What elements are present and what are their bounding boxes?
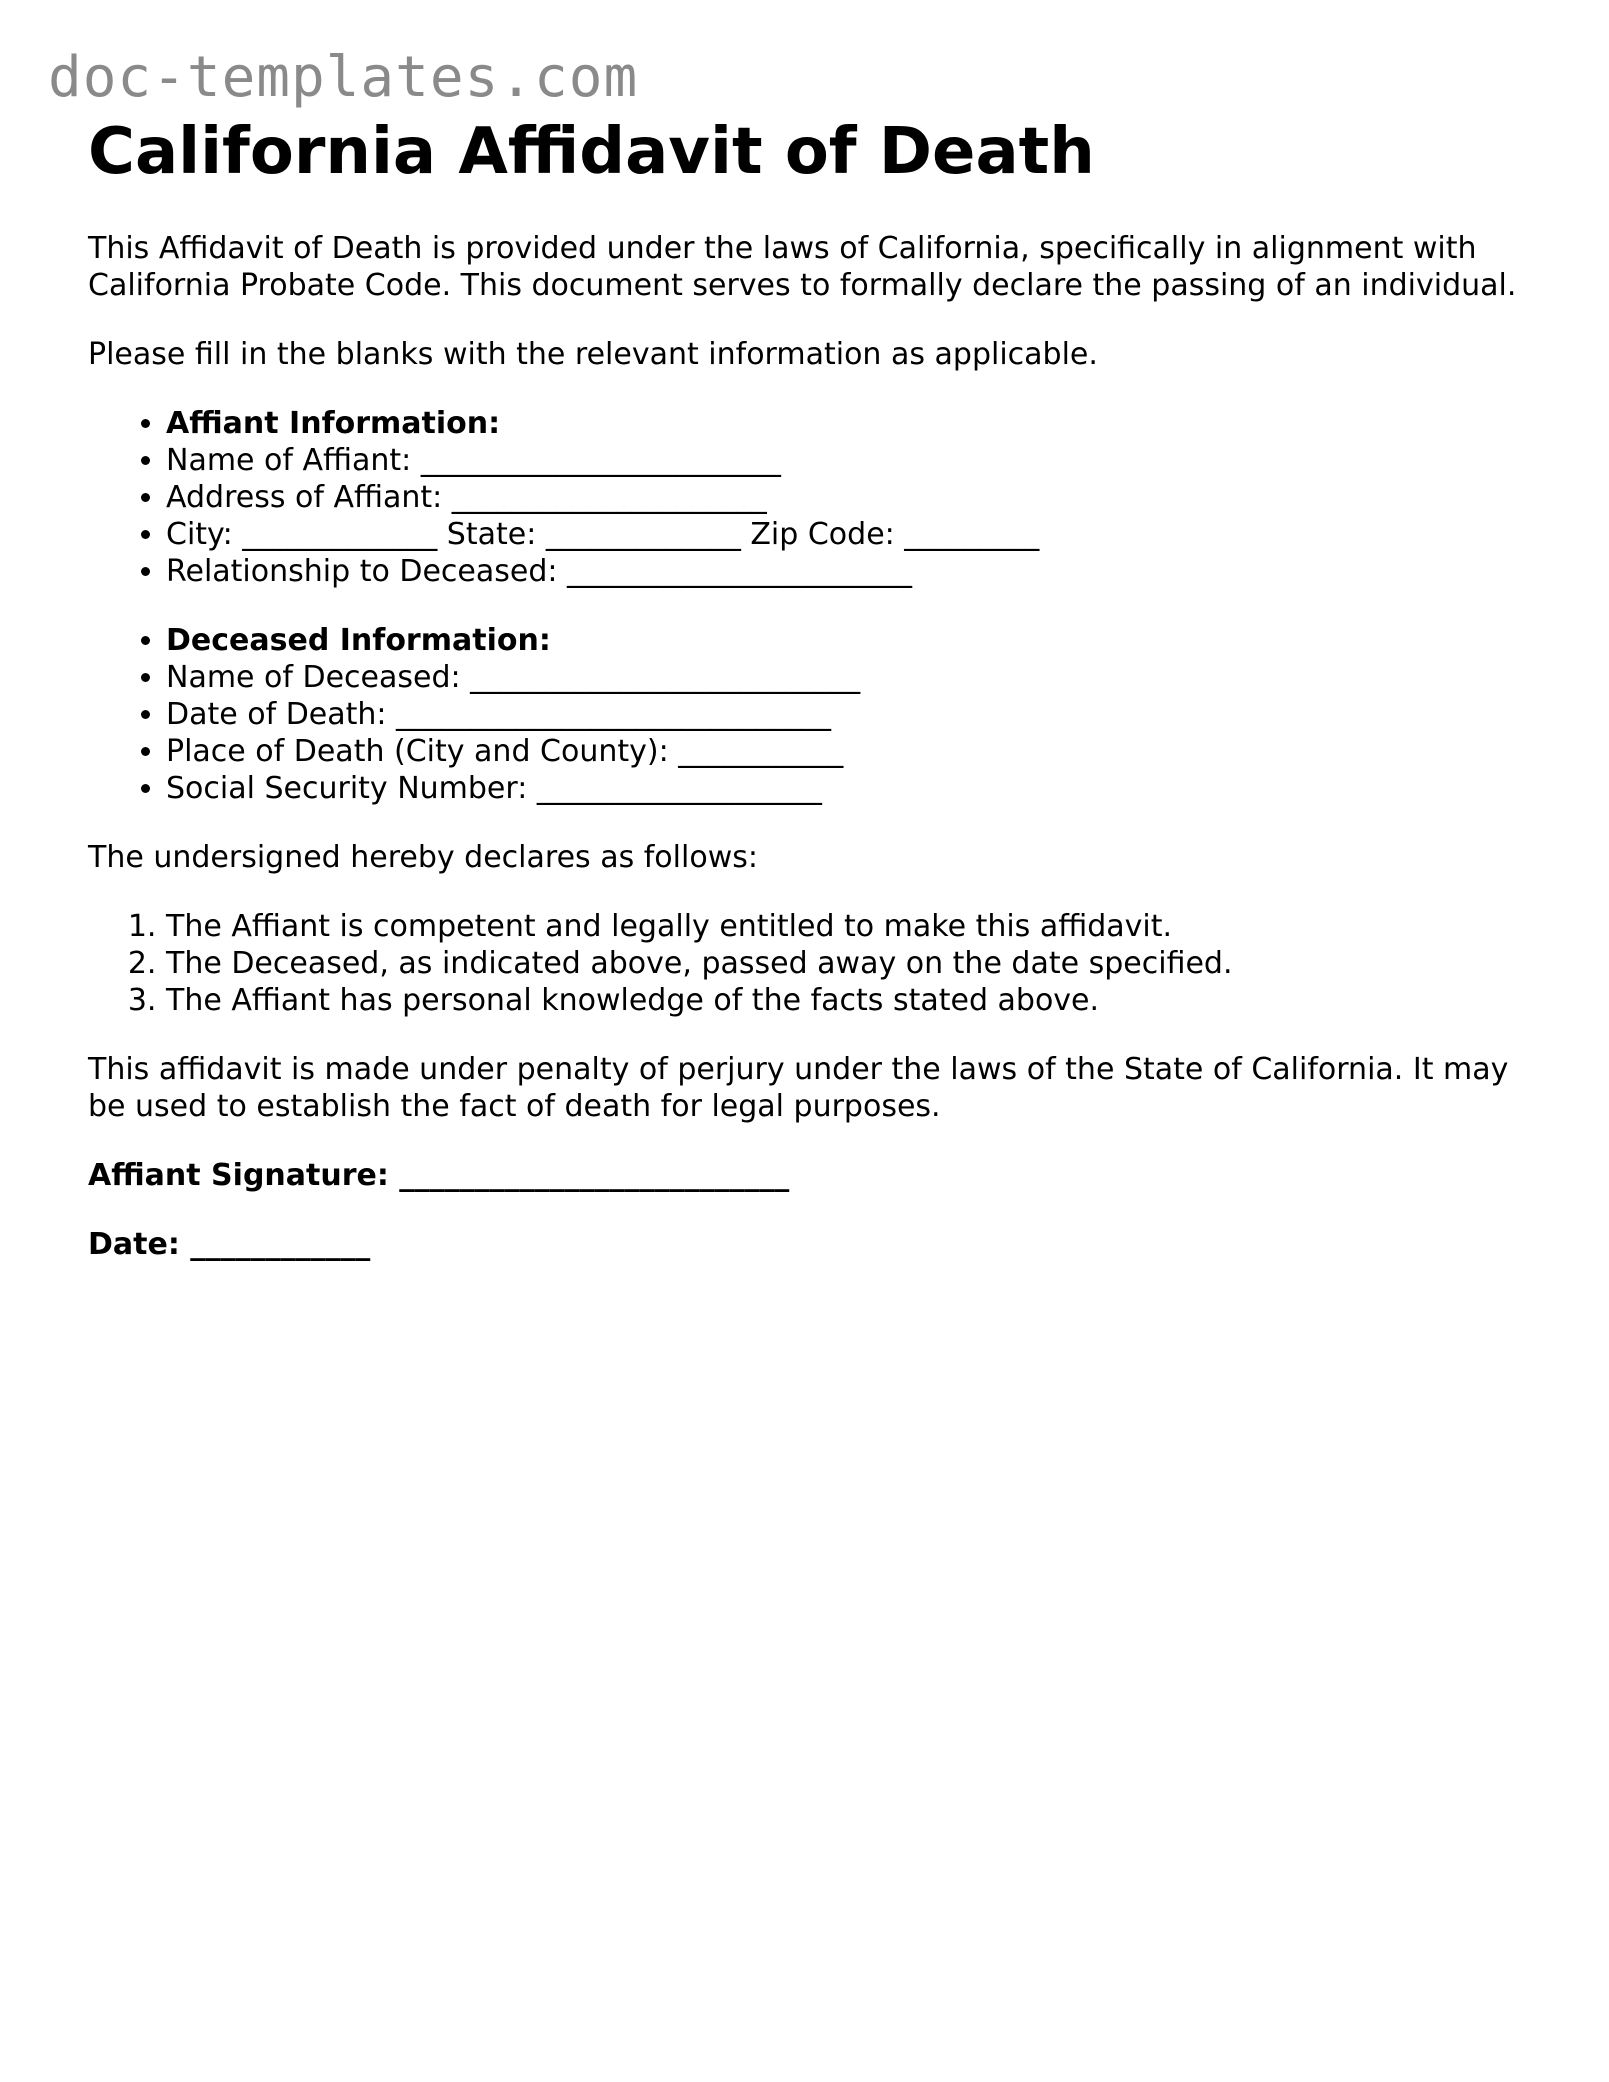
declaration-intro: The undersigned hereby declares as follows: xyxy=(88,840,758,875)
declarations-list xyxy=(88,908,1528,1019)
affiant-section-heading: • Affiant Information: xyxy=(166,405,1528,442)
document-title: California Affidavit of Death xyxy=(88,115,1095,189)
penalty-paragraph: This affidavit is made under penalty of perjury under the laws of the State of California. It may be used to establish the fact of death for legal purposes. xyxy=(88,1052,1509,1124)
deceased-name-field: • Name of Deceased: __________________________ xyxy=(166,659,1528,696)
date-line: Date: ____________ xyxy=(88,1227,371,1262)
affiant-signature-line: Affiant Signature: __________________________ xyxy=(88,1158,790,1193)
affiant-relationship-field: • Relationship to Deceased: _______________________ xyxy=(166,553,1528,590)
declaration-item: 1. The Affiant is competent and legally entitled to make this affidavit. xyxy=(166,908,1528,945)
instructions-paragraph: Please fill in the blanks with the relevant information as applicable. xyxy=(88,337,1098,372)
intro-paragraph: This Affidavit of Death is provided under the laws of California, specifically in alignment with California Probate Code. This document serves to formally declare the passing of an individual. xyxy=(88,231,1517,303)
affiant-name-field: • Name of Affiant: ________________________ xyxy=(166,442,1528,479)
deceased-info-list xyxy=(88,622,1528,807)
deceased-section-heading: • Deceased Information: xyxy=(166,622,1528,659)
affiant-city-state-zip-field: • City: _____________ State: _____________ Zip Code: _________ xyxy=(166,516,1528,553)
affiant-info-list xyxy=(88,405,1528,590)
document-body xyxy=(88,112,1528,1295)
watermark: doc-templates.com xyxy=(48,45,639,110)
declaration-item: 2. The Deceased, as indicated above, passed away on the date specified. xyxy=(166,945,1528,982)
ssn-field: • Social Security Number: ___________________ xyxy=(166,770,1528,807)
date-of-death-field: • Date of Death: _____________________________ xyxy=(166,696,1528,733)
affiant-address-field: • Address of Affiant: _____________________ xyxy=(166,479,1528,516)
place-of-death-field: • Place of Death (City and County): ___________ xyxy=(166,733,1528,770)
declaration-item: 3. The Affiant has personal knowledge of the facts stated above. xyxy=(166,982,1528,1019)
